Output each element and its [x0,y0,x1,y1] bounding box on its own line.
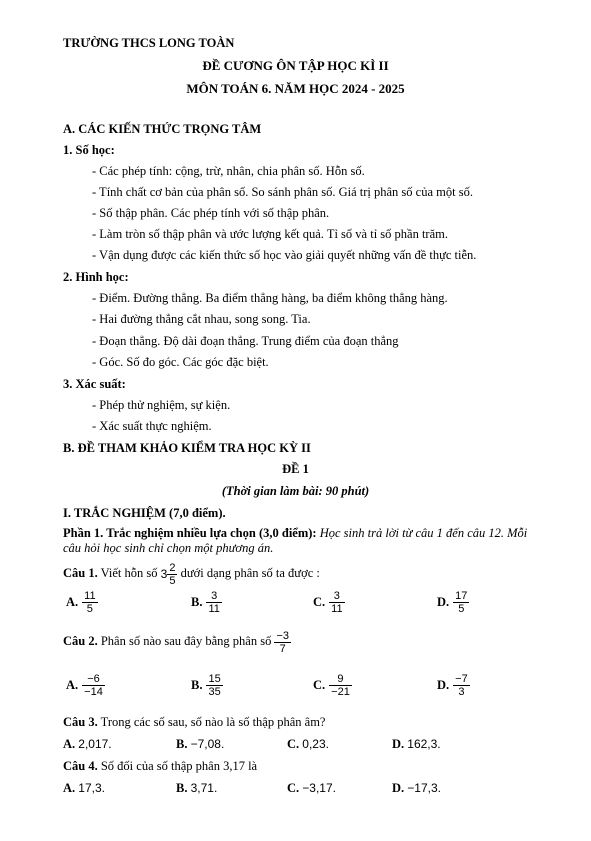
option-a[interactable]: A. $\frac{11}{5}$ [66,590,96,615]
option-d[interactable]: D. 162,3. [392,737,441,751]
list-item: - Hai đường thẳng cắt nhau, song song. Tia. [92,312,311,326]
option-fraction: $\frac{17}{5}$ [455,590,468,615]
school-name: TRƯỜNG THCS LONG TOÀN [63,36,235,50]
question-label: Câu 3. [63,715,98,729]
option-c[interactable]: C. $\frac{9}{-21}$ [313,673,350,698]
option-d[interactable]: D. $\frac{-7}{3}$ [437,673,468,698]
option-fraction: $\frac{9}{-21}$ [331,673,350,698]
subsection-heading: 1. Số học: [63,143,115,157]
mixed-number-whole: 3 [160,567,168,582]
part-heading: I. TRẮC NGHIỆM (7,0 điểm). [63,506,226,520]
option-c[interactable]: C. $\frac{3}{11}$ [313,590,343,615]
option-d[interactable]: D. −17,3. [392,781,441,795]
subsection-heading: 3. Xác suất: [63,377,126,391]
option-b[interactable]: B. 3,71. [176,781,218,795]
part1-title: Phần 1. Trắc nghiệm nhiều lựa chọn (3,0 điểm): [63,526,317,540]
subsection-heading: 2. Hình học: [63,270,129,284]
list-item: - Phép thử nghiệm, sự kiện. [92,398,231,412]
option-a[interactable]: A. 17,3. [63,781,105,795]
option-c[interactable]: C. 0,23. [287,737,329,751]
list-item: - Góc. Số đo góc. Các góc đặc biệt. [92,355,269,369]
time-note: (Thời gian làm bài: 90 phút) [221,484,370,498]
list-item: - Vận dụng được các kiến thức số học vào giải quyết những vấn đề thực tiễn. [92,248,477,262]
option-c[interactable]: C. −3,17. [287,781,336,795]
option-fraction: $\frac{15}{35}$ [208,673,221,698]
option-fraction: $\frac{-7}{3}$ [455,673,468,698]
mixed-number-fraction: $\frac{2}{5}$ [169,561,176,587]
option-d[interactable]: D. $\frac{17}{5}$ [437,590,468,615]
option-b[interactable]: B. −7,08. [176,737,225,751]
part1-note: Học sinh trả lời từ câu 1 đến câu 12. Mỗi [316,526,528,540]
question-4 [63,759,257,774]
part1-instructions [63,526,527,541]
list-item: - Làm tròn số thập phân và ước lượng kết quả. Tỉ số và tỉ số phần trăm. [92,227,448,241]
question-text: Viết hỗn số [97,566,161,580]
section-b-heading: B. ĐỀ THAM KHẢO KIỂM TRA HỌC KỲ II [63,441,311,455]
option-fraction: $\frac{3}{11}$ [331,590,343,615]
doc-subtitle: MÔN TOÁN 6. NĂM HỌC 2024 - 2025 [186,81,405,96]
option-a[interactable]: A. $\frac{-6}{-14}$ [66,673,103,698]
option-b[interactable]: B. $\frac{15}{35}$ [191,673,221,698]
question-3 [63,715,325,730]
question-label: Câu 4. [63,759,98,773]
option-b[interactable]: B. $\frac{3}{11}$ [191,590,220,615]
question-text: Số đối của số thập phân 3,17 là [97,759,258,773]
list-item: - Tính chất cơ bản của phân số. So sánh phân số. Giá trị phân số của một số. [92,185,473,199]
list-item: - Điểm. Đường thẳng. Ba điểm thẳng hàng, ba điểm không thẳng hàng. [92,291,448,305]
list-item: - Xác suất thực nghiệm. [92,419,212,433]
exam-title: ĐỀ 1 [282,462,309,476]
part1-note-continued: câu hỏi học sinh chỉ chọn một phương án. [63,541,274,555]
question-text: Phân số nào sau đây bằng phân số [97,634,275,648]
option-fraction: $\frac{11}{5}$ [84,590,96,615]
section-a-heading: A. CÁC KIẾN THỨC TRỌNG TÂM [63,122,262,136]
list-item: - Đoạn thẳng. Độ dài đoạn thẳng. Trung điểm của đoạn thẳng [92,334,399,348]
question-label: Câu 1. [63,566,98,580]
question-text-after: dưới dạng phân số ta được : [180,566,320,580]
question-fraction: $\frac{-3}{7}$ [276,629,289,655]
option-fraction: $\frac{-6}{-14}$ [84,673,103,698]
option-a[interactable]: A. 2,017. [63,737,112,751]
doc-title: ĐỀ CƯƠNG ÔN TẬP HỌC KÌ II [202,58,389,73]
list-item: - Các phép tính: cộng, trừ, nhân, chia phân số. Hỗn số. [92,164,365,178]
question-1 [63,558,320,588]
list-item: - Số thập phân. Các phép tính với số thập phân. [92,206,330,220]
question-label: Câu 2. [63,634,98,648]
question-2 [63,626,291,656]
question-text: Trong các số sau, số nào là số thập phân âm? [97,715,326,729]
option-fraction: $\frac{3}{11}$ [208,590,220,615]
